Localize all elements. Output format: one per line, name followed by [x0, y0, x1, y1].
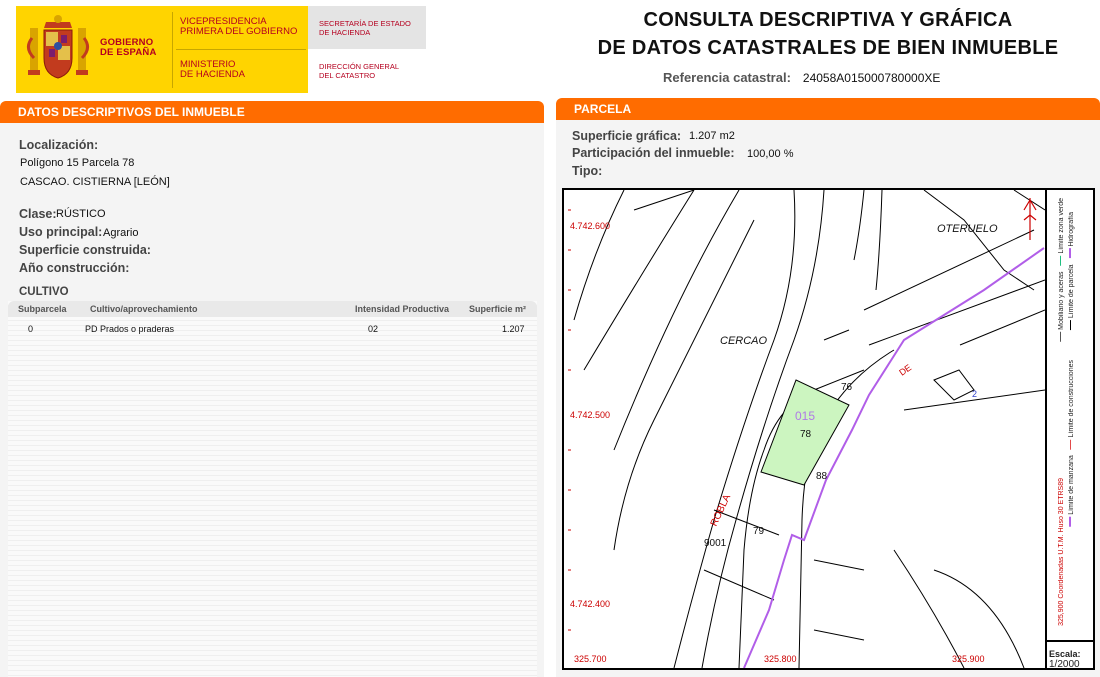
place-label-cercao: CERCAO — [720, 335, 768, 347]
cell-subparcela: 0 — [28, 324, 34, 334]
localizacion-line1: Polígono 15 Parcela 78 — [20, 157, 135, 169]
th-subparcela: Subparcela — [18, 304, 67, 314]
legend-zona-verde: Límite zona verde — [1058, 198, 1065, 254]
secretaria-text: SECRETARÍA DE ESTADO DE HACIENDA — [319, 19, 411, 37]
uso-value: Agrario — [103, 227, 139, 239]
localizacion-line2: CASCAO. CISTIERNA [LEÓN] — [20, 176, 170, 188]
agency-logo — [308, 6, 426, 93]
y-ticks — [568, 210, 571, 630]
legend-divider — [1047, 640, 1093, 642]
parcel-label-78: 78 — [800, 429, 812, 440]
parcel-label-79: 79 — [753, 526, 765, 537]
y-coord-top: 4.742.600 — [570, 221, 611, 231]
vicepresidencia-text: VICEPRESIDENCIA PRIMERA DEL GOBIERNO — [180, 16, 298, 37]
road-label-robla: ROBLA — [708, 492, 734, 529]
tipo-label: Tipo: — [572, 164, 603, 178]
localizacion-label: Localización: — [19, 138, 99, 152]
cultivo-table-header — [8, 301, 537, 317]
road-label-de: DE — [897, 362, 914, 378]
legend-construcciones: Límite de construcciones — [1068, 360, 1075, 438]
participacion-value: 100,00 % — [747, 148, 794, 160]
parcel-label-2: 2 — [972, 389, 978, 399]
legend-limite-parcela: Límite de parcela — [1068, 264, 1075, 319]
superficie-construida-label: Superficie construida: — [19, 243, 151, 257]
parcel-label-9001: 9001 — [704, 538, 727, 549]
descriptive-panel-header: DATOS DESCRIPTIVOS DEL INMUEBLE — [0, 101, 544, 123]
ministerio-text: MINISTERIO DE HACIENDA — [180, 59, 245, 80]
sup-grafica-value: 1.207 m2 — [689, 130, 735, 142]
legend-col3 — [1068, 360, 1075, 527]
x-coord-right: 325.900 — [952, 654, 985, 664]
parcel-label-88: 88 — [816, 471, 828, 482]
legend-divider — [1045, 190, 1047, 668]
th-cultivo: Cultivo/aprovechamiento — [90, 304, 198, 314]
coord-note: 325,900 Coordenadas U.T.M. Huso 30 ETRS89 — [1058, 478, 1065, 626]
place-label-oteruelo: OTERUELO — [937, 223, 998, 235]
legend-col1 — [1068, 212, 1075, 330]
th-superficie: Superficie m² — [469, 304, 527, 314]
gobierno-de-espana-text: GOBIERNO DE ESPAÑA — [100, 37, 157, 58]
ref-value: 24058A015000780000XE — [802, 71, 941, 85]
legend-hidrografia: Hidrografía — [1068, 212, 1075, 247]
cell-cultivo: PD Prados o praderas — [85, 324, 175, 334]
coat-of-arms-icon — [26, 12, 90, 86]
parcel-label-76: 76 — [841, 382, 853, 393]
x-coord-mid: 325.800 — [764, 654, 797, 664]
cultivo-title: CULTIVO — [19, 286, 69, 298]
sup-grafica-label: Superficie gráfica: — [572, 129, 682, 143]
clase-label: Clase: — [19, 207, 57, 221]
th-intensidad: Intensidad Productiva — [355, 304, 450, 314]
cultivo-table — [8, 301, 537, 677]
page-title-line1: CONSULTA DESCRIPTIVA Y GRÁFICA — [643, 9, 1013, 31]
logo-divider — [172, 12, 173, 88]
escala-label: Escala: — [1049, 649, 1081, 659]
escala-value: 1/2000 — [1049, 659, 1080, 670]
anio-construccion-label: Año construcción: — [19, 261, 130, 275]
legend-mobiliario: Mobiliario y aceras — [1058, 271, 1065, 330]
y-coord-mid: 4.742.500 — [570, 410, 611, 420]
legend-limite-manzana: Límite de manzana — [1068, 455, 1075, 515]
cadastral-map[interactable] — [562, 188, 1095, 670]
government-logo — [16, 6, 308, 93]
cell-superficie: 1.207 — [502, 324, 525, 334]
page-title-line2: DE DATOS CATASTRALES DE BIEN INMUEBLE — [597, 37, 1059, 59]
cell-intensidad: 02 — [368, 324, 379, 334]
uso-label: Uso principal: — [19, 225, 103, 239]
direccion-text: DIRECCIÓN GENERAL DEL CATASTRO — [319, 62, 400, 80]
poligono-label: 015 — [795, 409, 816, 423]
logo-divider — [176, 49, 306, 50]
legend-col2 — [1058, 198, 1065, 342]
ref-label: Referencia catastral: — [663, 70, 791, 85]
clase-value: RÚSTICO — [56, 208, 106, 220]
referencia-catastral — [663, 70, 940, 85]
parcela-panel-header: PARCELA — [556, 98, 1100, 120]
y-coord-bottom: 4.742.400 — [570, 599, 611, 609]
participacion-label: Participación del inmueble: — [572, 146, 735, 160]
x-coord-left: 325.700 — [574, 654, 607, 664]
